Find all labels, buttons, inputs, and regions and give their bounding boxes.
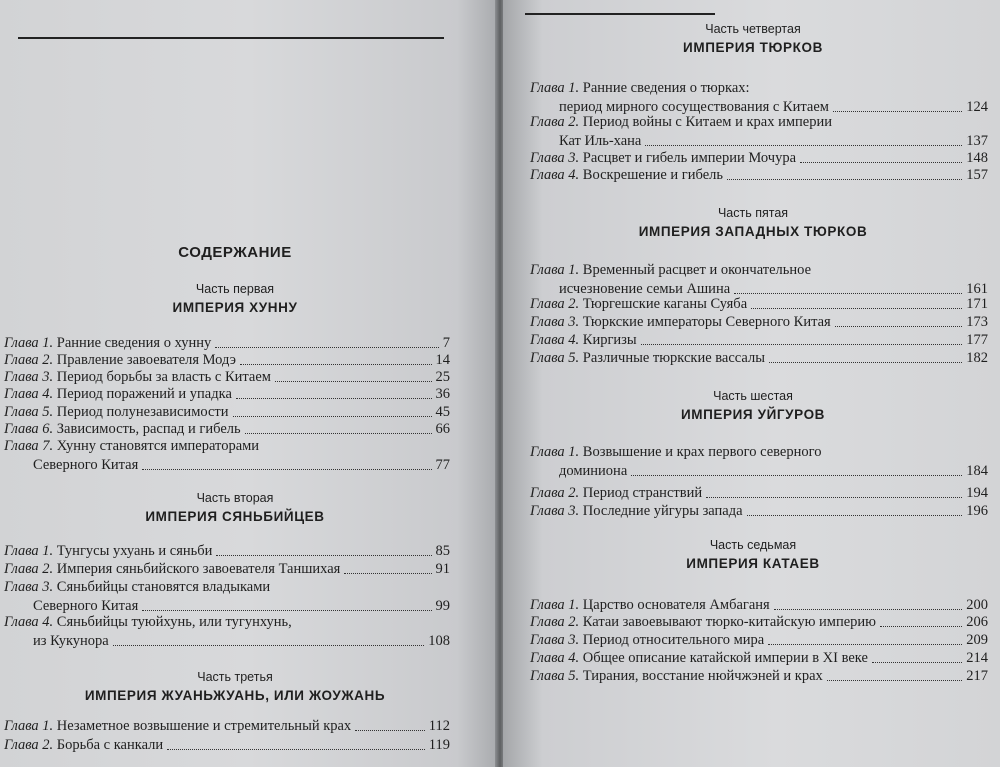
toc-entry[interactable] (530, 80, 988, 116)
toc-entry[interactable] (4, 718, 450, 735)
chapter-number: Глава 3. (530, 314, 580, 330)
toc-entry[interactable] (4, 404, 450, 421)
entry-line (530, 314, 831, 330)
page-number: 171 (966, 296, 988, 312)
chapter-title: Период полунезависимости (56, 404, 229, 420)
entry-line (530, 80, 750, 96)
chapter-number: Глава 1. (4, 543, 54, 559)
chapter-title: Тунгусы ухуань и сяньби (56, 543, 213, 559)
dot-leader (233, 416, 432, 417)
entry-line (4, 543, 212, 559)
chapter-title: Возвышение и крах первого северного (582, 444, 822, 460)
chapter-number: Глава 5. (530, 668, 580, 684)
dot-leader (631, 475, 962, 476)
chapter-title: Тирания, восстание нюйчжэней и крах (582, 668, 823, 684)
toc-entry[interactable] (530, 632, 988, 649)
chapter-title: Хунну становятся императорами (56, 438, 260, 454)
toc-entry[interactable] (4, 352, 450, 369)
dot-leader (734, 293, 962, 294)
dot-leader (641, 344, 963, 345)
part-label: Часть вторая (196, 491, 274, 505)
entry-line (530, 632, 764, 648)
entry-line (530, 597, 770, 613)
dot-leader (275, 381, 432, 382)
dot-leader (113, 645, 425, 646)
chapter-title-continued: исчезновение семьи Ашина (559, 281, 731, 297)
chapter-number: Глава 1. (530, 262, 580, 278)
page-number: 200 (966, 597, 988, 613)
entry-line (530, 296, 747, 312)
chapter-number: Глава 1. (4, 335, 54, 351)
dot-leader (142, 610, 431, 611)
chapter-title: Период относительного мира (582, 632, 765, 648)
toc-entry[interactable] (530, 114, 988, 150)
chapter-title: Борьба с канкали (56, 737, 164, 753)
part-label: Часть четвертая (705, 22, 801, 36)
part-label: Часть шестая (713, 389, 793, 403)
chapter-number: Глава 4. (530, 167, 580, 183)
toc-entry[interactable] (530, 332, 988, 349)
chapter-title: Различные тюркские вассалы (582, 350, 765, 366)
chapter-title: Ранние сведения о тюрках: (582, 80, 750, 96)
entry-line (4, 352, 236, 368)
entry-line (530, 668, 823, 684)
entry-line (4, 438, 259, 454)
part-label: Часть пятая (717, 206, 789, 220)
chapter-title: Воскрешение и гибель (582, 167, 723, 183)
dot-leader (216, 555, 431, 556)
part-title: ИМПЕРИЯ ХУННУ (172, 300, 298, 315)
toc-entry[interactable] (4, 386, 450, 403)
dot-leader (827, 680, 962, 681)
chapter-title: Правление завоевателя Модэ (56, 352, 236, 368)
chapter-title: Период поражений и упадка (56, 386, 232, 402)
entry-line (4, 614, 292, 630)
entry-line (530, 167, 723, 183)
dot-leader (880, 626, 962, 627)
chapter-title: Незаметное возвышение и стремительный крах (56, 718, 352, 734)
page-number: 45 (435, 404, 450, 420)
page-number: 112 (428, 718, 450, 734)
entry-line (4, 579, 270, 595)
toc-entry[interactable] (4, 561, 450, 578)
toc-entry[interactable] (530, 296, 988, 313)
dot-leader (344, 573, 431, 574)
page-number: 108 (428, 633, 450, 649)
chapter-number: Глава 1. (530, 597, 580, 613)
chapter-number: Глава 4. (4, 386, 54, 402)
chapter-title: Ранние сведения о хунну (56, 335, 212, 351)
page-number: 91 (435, 561, 450, 577)
page-number: 99 (435, 598, 450, 614)
dot-leader (645, 145, 962, 146)
part-label: Часть седьмая (709, 538, 797, 552)
chapter-number: Глава 3. (4, 579, 54, 595)
chapter-title: Временный расцвет и окончательное (582, 262, 812, 278)
dot-leader (872, 662, 962, 663)
toc-entry[interactable] (4, 737, 450, 754)
dot-leader (769, 362, 962, 363)
entry-line (4, 404, 229, 420)
entry-line (4, 335, 211, 351)
entry-line (4, 386, 232, 402)
left-page (0, 0, 497, 767)
chapter-number: Глава 6. (4, 421, 54, 437)
part-label: Часть первая (195, 282, 275, 296)
dot-leader (236, 398, 432, 399)
toc-entry[interactable] (530, 314, 988, 331)
entry-line (530, 114, 832, 130)
page-number: 196 (966, 503, 988, 519)
chapter-number: Глава 2. (530, 485, 580, 501)
toc-entry[interactable] (4, 421, 450, 438)
dot-leader (751, 308, 962, 309)
entry-line (530, 503, 743, 519)
chapter-title-continued: из Кукунора (33, 633, 109, 649)
part-title: ИМПЕРИЯ УЙГУРОВ (680, 407, 826, 422)
chapter-number: Глава 2. (4, 352, 54, 368)
page-number: 148 (966, 150, 988, 166)
dot-leader (800, 162, 962, 163)
chapter-title: Период странствий (582, 485, 703, 501)
toc-entry[interactable] (530, 167, 988, 184)
entry-line (530, 444, 821, 460)
entry-line (4, 421, 241, 437)
chapter-title: Киргизы (582, 332, 637, 348)
chapter-number: Глава 2. (4, 737, 54, 753)
top-rule (18, 37, 444, 39)
chapter-number: Глава 7. (4, 438, 54, 454)
chapter-number: Глава 3. (530, 632, 580, 648)
toc-entry[interactable] (530, 614, 988, 631)
chapter-number: Глава 2. (530, 296, 580, 312)
chapter-title: Период войны с Китаем и крах империи (582, 114, 833, 130)
chapter-title: Тюргешские каганы Суяба (582, 296, 748, 312)
page-number: 161 (966, 281, 988, 297)
page-number: 124 (966, 99, 988, 115)
toc-entry[interactable] (530, 150, 988, 167)
entry-line (530, 650, 868, 666)
chapter-title: Последние уйгуры запада (582, 503, 743, 519)
toc-entry[interactable] (4, 614, 450, 650)
page-number: 119 (428, 737, 450, 753)
page-number: 214 (966, 650, 988, 666)
page-number: 77 (435, 457, 450, 473)
chapter-title-continued: Северного Китая (33, 457, 139, 473)
page-number: 137 (966, 133, 988, 149)
toc-entry[interactable] (4, 579, 450, 615)
toc-entry[interactable] (530, 485, 988, 502)
entry-line (530, 350, 765, 366)
chapter-title: Царство основателя Амбаганя (582, 597, 770, 613)
part-title: ИМПЕРИЯ СЯНЬБИЙЦЕВ (145, 509, 325, 524)
page-number: 7 (442, 335, 450, 351)
toc-entry[interactable] (4, 543, 450, 560)
page-number: 177 (966, 332, 988, 348)
page-number: 173 (966, 314, 988, 330)
chapter-number: Глава 4. (530, 650, 580, 666)
chapter-number: Глава 3. (530, 503, 580, 519)
page-number: 206 (966, 614, 988, 630)
entry-line (4, 561, 340, 577)
chapter-number: Глава 2. (530, 114, 580, 130)
dot-leader (167, 749, 425, 750)
chapter-title: Тюркские императоры Северного Китая (582, 314, 831, 330)
chapter-title-continued: Кат Иль-хана (559, 133, 642, 149)
toc-entry[interactable] (530, 350, 988, 367)
right-page (503, 0, 1000, 767)
toc-entry[interactable] (530, 444, 988, 480)
chapter-number: Глава 5. (530, 350, 580, 366)
part-title: ИМПЕРИЯ ЗАПАДНЫХ ТЮРКОВ (638, 224, 868, 239)
page-number: 36 (435, 386, 450, 402)
page-number: 209 (966, 632, 988, 648)
entry-line (4, 369, 271, 385)
chapter-title: Сяньбийцы туюйхунь, или тугунхунь, (56, 614, 292, 630)
entry-line (4, 718, 351, 734)
dot-leader (747, 515, 963, 516)
toc-entry[interactable] (530, 650, 988, 667)
chapter-number: Глава 1. (530, 80, 580, 96)
entry-line (530, 614, 876, 630)
toc-entry[interactable] (530, 503, 988, 520)
chapter-title: Зависимость, распад и гибель (56, 421, 241, 437)
chapter-number: Глава 3. (530, 150, 580, 166)
chapter-title: Расцвет и гибель империи Мочура (582, 150, 796, 166)
page-number: 157 (966, 167, 988, 183)
top-rule (525, 13, 715, 15)
dot-leader (706, 497, 962, 498)
dot-leader (215, 347, 438, 348)
dot-leader (835, 326, 963, 327)
page-number: 85 (435, 543, 450, 559)
dot-leader (768, 644, 962, 645)
part-label: Часть третья (197, 670, 273, 684)
page-number: 217 (966, 668, 988, 684)
chapter-title-continued: период мирного сосуществования с Китаем (559, 99, 829, 115)
entry-line (530, 332, 637, 348)
chapter-title: Общее описание катайской империи в XI веке (582, 650, 868, 666)
dot-leader (142, 469, 431, 470)
dot-leader (245, 433, 432, 434)
page-number: 184 (966, 463, 988, 479)
chapter-number: Глава 1. (530, 444, 580, 460)
chapter-number: Глава 5. (4, 404, 54, 420)
entry-line (530, 262, 811, 278)
part-title: ИМПЕРИЯ ТЮРКОВ (683, 40, 823, 55)
page-number: 25 (435, 369, 450, 385)
dot-leader (833, 111, 962, 112)
chapter-number: Глава 4. (4, 614, 54, 630)
chapter-title-continued: доминиона (559, 463, 628, 479)
page-number: 14 (435, 352, 450, 368)
part-title: ИМПЕРИЯ ЖУАНЬЖУАНЬ, ИЛИ ЖОУЖАНЬ (84, 688, 386, 703)
entry-line (530, 485, 702, 501)
chapter-title: Период борьбы за власть с Китаем (56, 369, 271, 385)
entry-line (530, 150, 796, 166)
chapter-title: Сяньбийцы становятся владыками (56, 579, 271, 595)
chapter-number: Глава 2. (4, 561, 54, 577)
dot-leader (727, 179, 962, 180)
toc-entry[interactable] (4, 369, 450, 386)
chapter-title-continued: Северного Китая (33, 598, 139, 614)
dot-leader (240, 364, 432, 365)
page-number: 182 (966, 350, 988, 366)
chapter-number: Глава 1. (4, 718, 54, 734)
toc-entry[interactable] (4, 335, 450, 352)
entry-line (4, 737, 163, 753)
toc-entry[interactable] (530, 262, 988, 298)
toc-entry[interactable] (530, 597, 988, 614)
dot-leader (355, 730, 425, 731)
page-number: 194 (966, 485, 988, 501)
toc-entry[interactable] (530, 668, 988, 685)
page-number: 66 (435, 421, 450, 437)
chapter-number: Глава 3. (4, 369, 54, 385)
dot-leader (774, 609, 963, 610)
chapter-number: Глава 2. (530, 614, 580, 630)
chapter-title: Империя сяньбийского завоевателя Таншихая (56, 561, 341, 577)
contents-heading: СОДЕРЖАНИЕ (178, 244, 292, 261)
toc-entry[interactable] (4, 438, 450, 474)
chapter-number: Глава 4. (530, 332, 580, 348)
chapter-title: Катаи завоевывают тюрко-китайскую империю (582, 614, 877, 630)
part-title: ИМПЕРИЯ КАТАЕВ (686, 556, 820, 571)
